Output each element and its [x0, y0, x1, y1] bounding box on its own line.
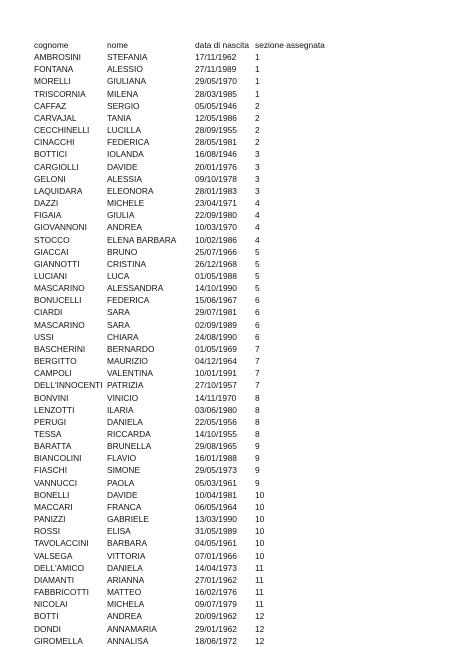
sezione-cell: 4: [255, 210, 260, 221]
cognome-cell: CAMPOLI: [34, 368, 72, 379]
nome-cell: IOLANDA: [107, 149, 144, 160]
data-di-nascita-cell: 12/05/1986: [195, 112, 237, 123]
data-di-nascita-cell: 04/05/1961: [195, 538, 237, 549]
data-di-nascita-cell: 27/10/1957: [195, 380, 237, 391]
cognome-cell: MASCARINO: [34, 319, 85, 330]
nome-cell: DAVIDE: [107, 161, 138, 172]
data-di-nascita-cell: 04/12/1964: [195, 356, 237, 367]
nome-cell: ANNALISA: [107, 635, 149, 646]
header-data-di-nascita: data di nascita: [195, 40, 250, 50]
data-di-nascita-cell: 05/05/1946: [195, 100, 237, 111]
cognome-cell: LUCIANI: [34, 270, 68, 281]
nome-cell: FEDERICA: [107, 295, 150, 306]
cognome-cell: VALSEGA: [34, 550, 73, 561]
sezione-cell: 7: [255, 356, 260, 367]
cognome-cell: GIANNOTTI: [34, 258, 80, 269]
sezione-cell: 8: [255, 429, 260, 439]
nome-cell: LUCA: [107, 270, 130, 281]
data-di-nascita-cell: 16/02/1976: [195, 587, 237, 598]
nome-cell: RICCARDA: [107, 429, 151, 439]
sezione-cell: 7: [255, 343, 260, 354]
data-di-nascita-cell: 07/01/1966: [195, 550, 237, 561]
cognome-cell: ROSSI: [34, 526, 61, 537]
sezione-cell: 2: [255, 112, 260, 123]
sezione-cell: 12: [255, 635, 265, 646]
data-di-nascita-cell: 28/03/1985: [195, 88, 237, 99]
nome-cell: VINICIO: [107, 392, 139, 403]
cognome-cell: FABBRICOTTI: [34, 587, 89, 598]
sezione-cell: 7: [255, 368, 260, 379]
cognome-cell: FIGAIA: [34, 210, 62, 221]
data-di-nascita-cell: 14/10/1990: [195, 283, 237, 294]
cognome-cell: FONTANA: [34, 64, 74, 75]
data-di-nascita-cell: 09/10/1978: [195, 173, 237, 184]
data-di-nascita-cell: 14/04/1973: [195, 562, 237, 573]
cognome-cell: GIACCAI: [34, 246, 69, 257]
cognome-cell: BOTTI: [34, 611, 59, 622]
cognome-cell: BIANCOLINI: [34, 453, 82, 464]
nome-cell: ILARIA: [107, 404, 134, 415]
sezione-cell: 10: [255, 550, 265, 561]
nome-cell: GIULIANA: [107, 76, 147, 87]
nome-cell: GIULIA: [107, 210, 135, 221]
data-di-nascita-cell: 20/01/1976: [195, 161, 237, 172]
nome-cell: VITTORIA: [107, 550, 146, 561]
cognome-cell: CARGIOLLI: [34, 161, 79, 172]
sezione-cell: 6: [255, 331, 260, 342]
cognome-cell: STOCCO: [34, 234, 70, 245]
data-di-nascita-cell: 13/03/1990: [195, 514, 237, 525]
nome-cell: MICHELA: [107, 599, 145, 610]
data-di-nascita-cell: 01/05/1988: [195, 270, 237, 281]
cognome-cell: BOTTICI: [34, 149, 68, 160]
cognome-cell: BARATTA: [34, 441, 72, 452]
cognome-cell: GELONI: [34, 173, 66, 184]
cognome-cell: USSI: [34, 331, 54, 342]
data-di-nascita-cell: 28/01/1983: [195, 185, 237, 196]
sezione-cell: 12: [255, 611, 265, 622]
data-di-nascita-cell: 16/08/1946: [195, 149, 237, 160]
sezione-cell: 5: [255, 246, 260, 257]
sezione-cell: 9: [255, 465, 260, 476]
sezione-cell: 6: [255, 307, 260, 318]
sezione-cell: 5: [255, 270, 260, 281]
data-di-nascita-cell: 16/01/1988: [195, 453, 237, 464]
cognome-cell: PANIZZI: [34, 514, 66, 525]
nome-cell: MICHELE: [107, 198, 145, 209]
cognome-cell: TRISCORNIA: [34, 88, 86, 99]
cognome-cell: TESSA: [34, 429, 62, 439]
data-di-nascita-cell: 29/05/1973: [195, 465, 237, 476]
sezione-cell: 5: [255, 283, 260, 294]
cognome-cell: TAVOLACCINI: [34, 538, 89, 549]
nome-cell: DANIELA: [107, 562, 143, 573]
nome-cell: DAVIDE: [107, 489, 138, 500]
cognome-cell: CARVAJAL: [34, 112, 77, 123]
sezione-cell: 10: [255, 526, 265, 537]
header-sezione-assegnata: sezione assegnata: [255, 40, 325, 50]
nome-cell: ELEONORA: [107, 185, 154, 196]
cognome-cell: BONUCELLI: [34, 295, 82, 306]
cognome-cell: GIOVANNONI: [34, 222, 87, 233]
data-di-nascita-cell: 01/05/1969: [195, 343, 237, 354]
sezione-cell: 1: [255, 52, 260, 63]
sezione-cell: 10: [255, 489, 265, 500]
data-di-nascita-cell: 26/12/1968: [195, 258, 237, 269]
nome-cell: FLAVIO: [107, 453, 137, 464]
nome-cell: PAOLA: [107, 477, 135, 488]
sezione-cell: 7: [255, 380, 260, 391]
data-di-nascita-cell: 25/07/1966: [195, 246, 237, 257]
cognome-cell: VANNUCCI: [34, 477, 78, 488]
sezione-cell: 10: [255, 514, 265, 525]
nome-cell: MATTEO: [107, 587, 142, 598]
sezione-cell: 1: [255, 88, 260, 99]
data-di-nascita-cell: 09/07/1979: [195, 599, 237, 610]
cognome-cell: BASCHERINI: [34, 343, 86, 354]
data-di-nascita-cell: 29/07/1981: [195, 307, 237, 318]
cognome-cell: BERGITTO: [34, 356, 77, 367]
data-di-nascita-cell: 27/11/1989: [195, 64, 237, 75]
data-di-nascita-cell: 18/06/1972: [195, 635, 237, 646]
cognome-cell: NICOLAI: [34, 599, 68, 610]
nome-cell: BRUNO: [107, 246, 138, 257]
sezione-cell: 11: [255, 599, 264, 610]
sezione-cell: 9: [255, 441, 260, 452]
cognome-cell: MASCARINO: [34, 283, 85, 294]
nome-cell: BARBARA: [107, 538, 148, 549]
nome-cell: BRUNELLA: [107, 441, 152, 452]
cognome-cell: PERUGI: [34, 416, 67, 427]
data-di-nascita-cell: 02/09/1989: [195, 319, 237, 330]
cognome-cell: DELL'AMICO: [34, 562, 85, 573]
nome-cell: ANDREA: [107, 611, 142, 622]
data-di-nascita-cell: 03/06/1980: [195, 404, 237, 415]
sezione-cell: 2: [255, 137, 260, 148]
sezione-cell: 1: [255, 76, 260, 87]
nome-cell: VALENTINA: [107, 368, 153, 379]
data-di-nascita-cell: 29/05/1970: [195, 76, 237, 87]
nome-cell: FRANCA: [107, 501, 142, 512]
cognome-cell: MACCARI: [34, 501, 73, 512]
data-di-nascita-cell: 24/08/1990: [195, 331, 237, 342]
sezione-cell: 4: [255, 198, 260, 209]
data-di-nascita-cell: 28/05/1981: [195, 137, 237, 148]
header-cognome: cognome: [34, 40, 69, 50]
nome-cell: SIMONE: [107, 465, 141, 476]
cognome-cell: DONDI: [34, 623, 61, 634]
sezione-cell: 11: [255, 587, 264, 598]
cognome-cell: CECCHINELLI: [34, 125, 90, 136]
sezione-cell: 2: [255, 100, 260, 111]
cognome-cell: DAZZI: [34, 198, 59, 209]
nome-cell: SARA: [107, 307, 130, 318]
sezione-cell: 1: [255, 64, 260, 75]
data-di-nascita-cell: 15/06/1967: [195, 295, 237, 306]
sezione-cell: 6: [255, 295, 260, 306]
data-di-nascita-cell: 27/01/1962: [195, 574, 237, 585]
nome-cell: ALESSIA: [107, 173, 142, 184]
sezione-cell: 8: [255, 404, 260, 415]
sezione-cell: 2: [255, 125, 260, 136]
cognome-cell: BONVINI: [34, 392, 69, 403]
nome-cell: ELISA: [107, 526, 131, 537]
nome-cell: ARIANNA: [107, 574, 145, 585]
data-di-nascita-cell: 22/05/1956: [195, 416, 237, 427]
sezione-cell: 9: [255, 453, 260, 464]
data-di-nascita-cell: 29/01/1962: [195, 623, 237, 634]
sezione-cell: 11: [255, 562, 264, 573]
sezione-cell: 3: [255, 149, 260, 160]
data-di-nascita-cell: 14/10/1955: [195, 429, 237, 439]
nome-cell: ALESSANDRA: [107, 283, 164, 294]
sezione-cell: 9: [255, 477, 260, 488]
cognome-cell: FIASCHI: [34, 465, 68, 476]
cognome-cell: AMBROSINI: [34, 52, 81, 63]
data-di-nascita-cell: 23/04/1971: [195, 198, 237, 209]
cognome-cell: LENZOTTI: [34, 404, 75, 415]
nome-cell: ANNAMARIA: [107, 623, 157, 634]
nome-cell: BERNARDO: [107, 343, 155, 354]
cognome-cell: CINACCHI: [34, 137, 75, 148]
sezione-cell: 5: [255, 258, 260, 269]
nome-cell: LUCILLA: [107, 125, 141, 136]
data-di-nascita-cell: 06/05/1964: [195, 501, 237, 512]
data-di-nascita-cell: 29/08/1965: [195, 441, 237, 452]
data-di-nascita-cell: 10/01/1991: [195, 368, 237, 379]
data-di-nascita-cell: 17/11/1962: [195, 52, 237, 63]
sezione-cell: 8: [255, 416, 260, 427]
sezione-cell: 4: [255, 222, 260, 233]
nome-cell: DANIELA: [107, 416, 143, 427]
data-di-nascita-cell: 10/03/1970: [195, 222, 237, 233]
nome-cell: MAURIZIO: [107, 356, 148, 367]
data-di-nascita-cell: 31/05/1989: [195, 526, 237, 537]
sezione-cell: 10: [255, 538, 265, 549]
cognome-cell: DELL'INNOCENTI: [34, 380, 103, 391]
data-di-nascita-cell: 10/04/1981: [195, 489, 237, 500]
nome-cell: SERGIO: [107, 100, 140, 111]
cognome-cell: CAFFAZ: [34, 100, 67, 111]
sezione-cell: 10: [255, 501, 265, 512]
sezione-cell: 12: [255, 623, 265, 634]
sezione-cell: 3: [255, 161, 260, 172]
sezione-cell: 4: [255, 234, 260, 245]
nome-cell: TANIA: [107, 112, 132, 123]
nome-cell: SARA: [107, 319, 130, 330]
sezione-cell: 3: [255, 173, 260, 184]
cognome-cell: GIROMELLA: [34, 635, 83, 646]
nome-cell: GABRIELE: [107, 514, 149, 525]
nome-cell: STEFANIA: [107, 52, 148, 63]
nome-cell: FEDERICA: [107, 137, 150, 148]
nome-cell: MILENA: [107, 88, 139, 99]
data-di-nascita-cell: 14/11/1970: [195, 392, 237, 403]
nome-cell: CRISTINA: [107, 258, 147, 269]
nome-cell: ELENA BARBARA: [107, 234, 177, 245]
nome-cell: ALESSIO: [107, 64, 143, 75]
data-di-nascita-cell: 10/02/1986: [195, 234, 237, 245]
data-di-nascita-cell: 22/09/1980: [195, 210, 237, 221]
cognome-cell: LAQUIDARA: [34, 185, 83, 196]
sezione-cell: 8: [255, 392, 260, 403]
data-di-nascita-cell: 28/09/1955: [195, 125, 237, 136]
sezione-cell: 6: [255, 319, 260, 330]
data-di-nascita-cell: 05/03/1961: [195, 477, 237, 488]
cognome-cell: DIAMANTI: [34, 574, 75, 585]
sezione-cell: 3: [255, 185, 260, 196]
nome-cell: CHIARA: [107, 331, 139, 342]
sezione-cell: 11: [255, 574, 264, 585]
cognome-cell: CIARDI: [34, 307, 63, 318]
nome-cell: PATRIZIA: [107, 380, 144, 391]
cognome-cell: BONELLI: [34, 489, 70, 500]
cognome-cell: MORELLI: [34, 76, 71, 87]
data-di-nascita-cell: 20/09/1962: [195, 611, 237, 622]
nome-cell: ANDREA: [107, 222, 142, 233]
header-nome: nome: [107, 40, 128, 50]
